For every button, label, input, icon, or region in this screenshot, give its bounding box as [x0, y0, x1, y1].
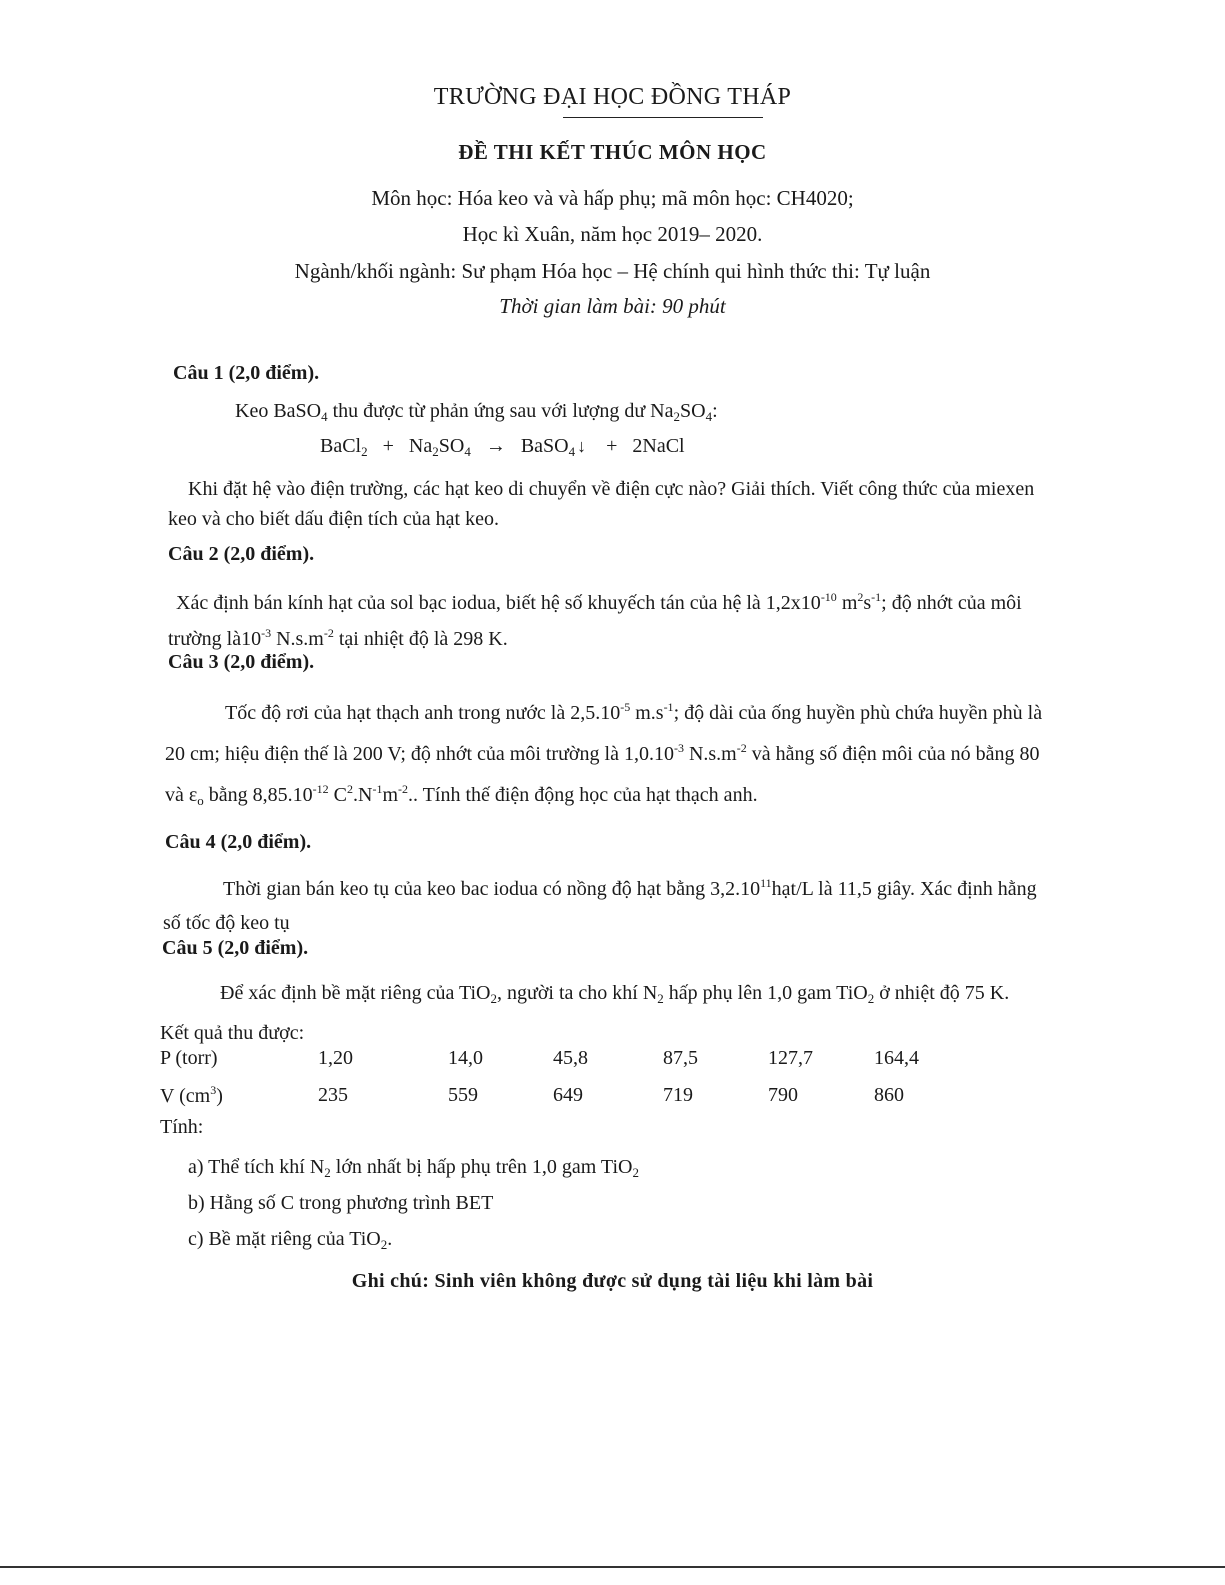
bottom-divider [0, 1566, 1225, 1568]
table-row [160, 1077, 954, 1114]
down-arrow-icon: ↓ [577, 436, 587, 456]
q1-heading: Câu 1 (2,0 điểm). [173, 362, 320, 384]
q5-part-b: b) Hằng số C trong phương trình BET [188, 1192, 494, 1214]
table-cell: 87,5 [663, 1047, 698, 1069]
table-row [160, 1040, 954, 1077]
q5-part-c: c) Bề mặt riêng của TiO$_2$. [188, 1228, 393, 1252]
semester-line: Học kì Xuân, năm học 2019– 2020. [462, 222, 763, 246]
table-cell: 235 [318, 1084, 348, 1106]
p-label: P (torr) [160, 1047, 218, 1069]
adsorption-data-table [160, 1040, 954, 1114]
q2-body: Xác định bán kính hạt của sol bạc iodua, biết hệ số khuyếch tán của hệ là $1,2x10^{-10}$ $m^2s^{-1}$; độ nhớt của môi trường $là10^{-3}$ $N.s.m^{-2}$ tại nhiệt độ là 298 K. [168, 590, 1022, 650]
table-cell: 649 [553, 1084, 583, 1106]
q5-tinh: Tính: [160, 1116, 204, 1138]
table-cell: 559 [448, 1084, 478, 1106]
time-line: Thời gian làm bài: 90 phút [499, 294, 726, 318]
table-cell: 860 [874, 1084, 904, 1106]
table-cell: 719 [663, 1084, 693, 1106]
q5-heading: Câu 5 (2,0 điểm). [162, 937, 309, 959]
exam-title: ĐỀ THI KẾT THÚC MÔN HỌC [458, 140, 767, 164]
exam-note: Ghi chú: Sinh viên không được sử dụng tài liệu khi làm bài [351, 1270, 874, 1292]
q3-body: Tốc độ rơi của hạt thạch anh trong nước là $2,5.10^{-5}$ $m.s^{-1}$; độ dài của ống huyền phù chứa huyền phù là 20 cm; hiệu điện thế là 200 V; độ nhớt của môi trường là $1,0.10^{-3}$ $N.s.m^{-2}$ và hằng số điện môi của nó bằng 80 và $\varepsilon_o$ bằng $8,85.10^{-12}$ $C^2.N^{-1}m^{-2}$.. Tính thế điện động học của hạt thạch anh. [165, 700, 1043, 808]
q1-intro: Keo BaSO$_4$ thu được từ phản ứng sau với lượng dư $Na_2SO_4$: [235, 400, 718, 424]
q2-heading: Câu 2 (2,0 điểm). [168, 543, 315, 565]
table-cell: 14,0 [448, 1047, 483, 1069]
q5-part-a: a) Thể tích khí $N_2$ lớn nhất bị hấp phụ trên 1,0 gam TiO$_2$ [188, 1156, 639, 1180]
q4-heading: Câu 4 (2,0 điểm). [165, 831, 312, 853]
table-cell: 164,4 [874, 1047, 919, 1069]
q1-equation: BaCl$_2$ + $Na_2SO_4$ → BaSO$_4$ ↓ + 2NaCl [320, 435, 685, 459]
table-cell: 45,8 [553, 1047, 588, 1069]
q3-heading: Câu 3 (2,0 điểm). [168, 651, 315, 673]
school-name: TRƯỜNG ĐẠI HỌC ĐỒNG THÁP [433, 84, 792, 110]
table-cell: 790 [768, 1084, 798, 1106]
major-line: Ngành/khối ngành: Sư phạm Hóa học – Hệ chính qui hình thức thi: Tự luận [294, 259, 931, 283]
q5-intro: Để xác định bề mặt riêng của TiO$_2$, người ta cho khí $N_2$ hấp phụ lên 1,0 gam TiO$_2$ ở nhiệt độ 75 K. Kết quả thu được: [160, 982, 1010, 1044]
v-label: V $(cm^3)$ [160, 1083, 223, 1107]
course-line: Môn học: Hóa keo và và hấp phụ; mã môn học: CH4020; [371, 186, 854, 210]
school-underline [563, 117, 763, 118]
table-cell: 127,7 [768, 1047, 813, 1069]
table-cell: 1,20 [318, 1047, 353, 1069]
q1-body: Khi đặt hệ vào điện trường, các hạt keo di chuyển về điện cực nào? Giải thích. Viết công thức của miexen keo và cho biết dấu điện tích của hạt keo. [168, 478, 1035, 530]
q4-body: Thời gian bán keo tụ của keo bac iodua có nồng độ hạt bằng 3,2.10$^{11}$hạt/L là 11,5 giây. Xác định hằng số tốc độ keo tụ [163, 876, 1037, 934]
